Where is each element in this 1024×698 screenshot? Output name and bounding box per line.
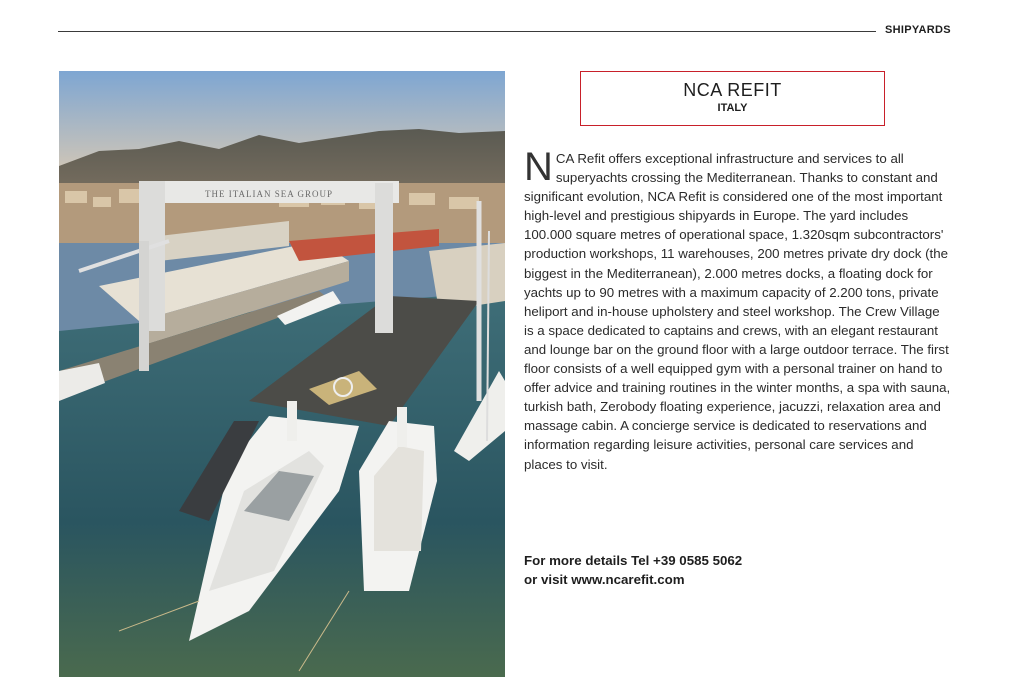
contact-details bbox=[524, 551, 742, 589]
shipyard-photo bbox=[59, 71, 505, 677]
crane-sign: THE ITALIAN SEA GROUP bbox=[204, 189, 334, 199]
dropcap: N bbox=[524, 145, 553, 189]
shipyard-illustration bbox=[59, 71, 505, 677]
article-subtitle: ITALY bbox=[717, 102, 748, 114]
header-rule bbox=[58, 31, 876, 32]
article-title: NCA REFIT bbox=[683, 80, 782, 100]
article-text: CA Refit offers exceptional infrastructure and services to all superyachts crossing the Mediterranean. Thanks to constant and significant evolution, NCA Refit is considered one of the most important high-level and prestigious shipyards in Europe. The yard includes 100.000 square metres of operational space, 1.320sqm subcontractors' production workshops, 11 warehouses, 200 metres private dry dock (the biggest in the Mediterranean), 2.000 metres docks, a floating dock for yachts up to 90 metres with a maximum capacity of 2.200 tons, private heliport and in-house upholstery and steel workshop. The Crew Village is a space dedicated to captains and crews, with an elegant restaurant and lounge bar on the ground floor with a large outdoor terrace. The first floor consists of a well equipped gym with a personal trainer on hand to offer advice and training routines in the winter months, a spa with sauna, turkish bath, Zerobody floating experience, jacuzzi, relaxation area and massage cabin. A concierge service is dedicated to reservations and information regarding leisure activities, personal care services and places to visit. bbox=[524, 151, 951, 472]
contact-phone: For more details Tel +39 0585 5062 bbox=[524, 553, 743, 568]
section-label: SHIPYARDS bbox=[885, 24, 951, 36]
contact-website: or visit www.ncarefit.com bbox=[524, 572, 685, 587]
article-body bbox=[524, 145, 952, 474]
title-box bbox=[580, 71, 885, 126]
